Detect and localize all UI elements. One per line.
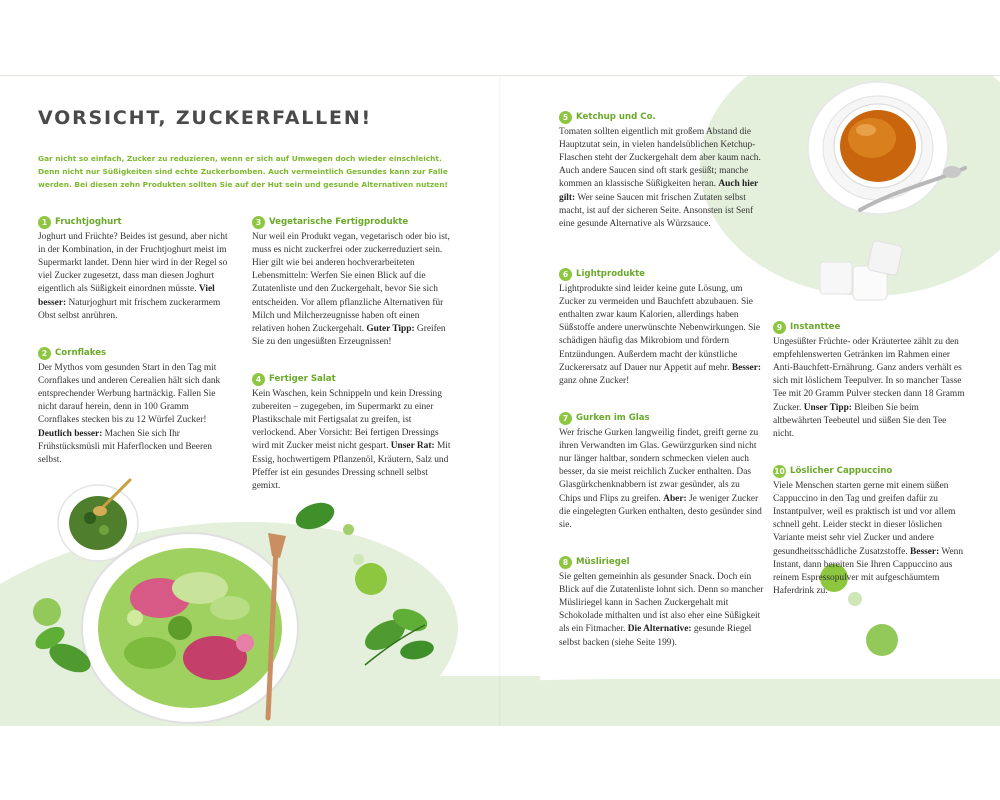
item-title: Müsliriegel [576,557,630,567]
item-text: Kein Waschen, kein Schnippeln und kein Dressing zubereiten – zugegeben, im Supermarkt zu einer Plastikschale mit Fertigsalat zu greifen, ist verlockend. Aber Vorsicht: Bei fertigen Dressings wird mit Zucker meist nicht gespart. [252,389,442,452]
item-9 [773,321,965,441]
salad-illustration [40,478,350,728]
item-tail: Bleiben Sie beim altbewährten Teebeutel und süßen Sie den Tee nicht. [773,402,947,439]
item-title: Vegetarische Fertigprodukte [269,217,409,227]
item-bold: Viel besser: [38,284,215,308]
item-bold: Aber: [663,493,687,504]
item-6 [559,268,764,388]
item-1 [38,216,228,323]
item-tail: ganz ohne Zucker! [559,375,630,386]
item-number: 7 [559,412,572,425]
item-tail: Wer seine Saucen mit frischen Zutaten selbst macht, ist auf der sicheren Seite. Ansonsten ist Senf eine gesunde Alternative als Würzsauce. [559,192,754,229]
item-title: Instanttee [790,322,841,332]
item-title: Fruchtjoghurt [55,217,122,227]
item-title: Lightprodukte [576,269,646,279]
item-8 [559,556,764,650]
item-number: 2 [38,347,51,360]
item-text: Tomaten sollten eigentlich mit großem Abstand die Hauptzutat sein, in vielen handelsüblichen Ketchup-Flaschen steht der Zuckergehalt dem aber kaum nach. Auch andere Saucen sind oft stark gesüßt; manche kommen an klassische Süßigkeiten heran. [559,127,761,190]
item-tail: Naturjoghurt mit frischem zuckerarmem Obst selbst anrühren. [38,297,221,321]
item-text: Ungesüßter Früchte- oder Kräutertee zählt zu den empfehlenswerten Getränken im Rahmen einer Anti-Bauchfett-Ernährung. Ganz anders verhält es sich mit löslichem Teepulver. In so mancher Tasse Tee mit 20 Gramm Pulver stecken dann 18 Gramm Zucker. [773,337,965,413]
item-bold: Guter Tipp: [366,323,415,334]
item-text: Nur weil ein Produkt vegan, vegetarisch oder bio ist, muss es nicht zuckerfrei oder zuckerreduziert sein. Hier gilt wie bei anderen hochverarbeiteten Lebensmitteln: Werfen Sie einen Blick auf die Zutatenliste und den Zuckergehalt, bevor Sie sich entscheiden. Vor allem pflanzliche Alternativen für Milch und Milcherzeugnisse haben oft einen relativen hohen Zuckergehalt. [252,232,450,334]
item-bold: Deutlich besser: [38,428,103,439]
item-text: Der Mythos vom gesunden Start in den Tag mit Cornflakes und anderen Cerealien hält sich dank entsprechender Werbung hartnäckig. Fallen Sie nicht darauf herein, denn in 100 Gramm Cornflakes stecken bis zu 12 Würfel Zucker! [38,363,221,426]
item-tail: gesunde Riegel selbst backen (siehe Seite 199). [559,624,752,648]
item-number: 8 [559,556,572,569]
item-tail: Je weniger Zucker die eingelegten Gurken enthalten, desto gesünder sind sie. [559,493,762,530]
page-title: VORSICHT, ZUCKERFALLEN! [38,107,372,129]
item-number: 4 [252,373,265,386]
item-bold: Auch hier gilt: [559,179,759,203]
item-text: Viele Menschen starten gerne mit einem süßen Cappuccino in den Tag und greifen dafür zu Instantpulver, weil es praktisch ist und vor allem schnell geht. Leider steckt in dieser löslichen Variante meist sehr viel Zucker und andere gesundheitsschädliche Zusatzstoffe. [773,481,956,557]
item-10 [773,465,965,598]
item-number: 6 [559,268,572,281]
tea-cup-illustration [800,80,970,230]
sugar-cubes-illustration [815,240,910,305]
item-number: 9 [773,321,786,334]
item-title: Ketchup und Co. [576,112,656,122]
intro-text: Gar nicht so einfach, Zucker zu reduzieren, wenn er sich auf Umwegen doch wieder einschleicht. Denn nicht nur Süßigkeiten sind echte Zuckerbomben. Auch vermeintlich Gesundes kann zur Falle werden. Bei diesen zehn Produkten sollten Sie auf der Hut sein und gesunde Alternativen nutzen! [38,154,448,190]
item-5 [559,111,764,231]
item-number: 3 [252,216,265,229]
item-3 [252,216,452,349]
item-tail: Mit Essig, hochwertigem Pflanzenöl, Kräutern, Salz und Pfeffer ist ein gesundes Dressing schnell selbst gemixt. [252,441,451,491]
herb-leaves-illustration [355,595,445,675]
item-title: Gurken im Glas [576,413,650,423]
item-bold: Die Alternative: [627,624,692,635]
item-bold: Unser Rat: [390,441,435,452]
item-7 [559,412,764,532]
item-title: Löslicher Cappuccino [790,466,893,476]
item-number: 1 [38,216,51,229]
item-bold: Besser: [910,546,940,557]
item-title: Cornflakes [55,348,107,358]
item-tail: Machen Sie sich Ihr Frühstücksmüsli mit Haferflocken und Beeren selbst. [38,428,212,465]
item-text: Wer frische Gurken langweilig findet, greift gerne zu ihren Verwandten im Glas. Gewürzgurken sind nicht nur länger haltbar, sondern schmecken vielen auch besser, da sie meist reichlich Zucker enthalten. Das Glasgürkchenknabbern ist zwar gesünder, als zu Chips und Flips zu greifen. [559,428,759,504]
item-4 [252,373,452,493]
item-text: Sie gelten gemeinhin als gesunder Snack. Doch ein Blick auf die Zutatenliste lohnt sich. Denn so mancher Müsliriegel kann in Sachen Zuckergehalt mit Schokolade mithalten und ist also eher eine Süßigkeit als ein Fitmacher. [559,572,764,635]
item-bold: Unser Tipp: [803,402,852,413]
item-title: Fertiger Salat [269,374,336,384]
item-number: 10 [774,467,785,477]
green-dot [866,624,898,656]
green-band-right [350,679,1000,726]
item-tail: Greifen Sie zu den ungesüßten Erzeugnissen! [252,323,446,347]
item-bold: Besser: [731,362,761,373]
item-text: Lightprodukte sind leider keine gute Lösung, um Zucker zu vermeiden und Bauchfett abzubauen. Sie enthalten zwar kaum Kalorien, allerdings haben Süßstoffe andere unerwünschte Nebenwirkungen. Sie schädigen häufig das Mikrobiom und fördern Entzündungen. Außerdem macht der künstliche Zuckerersatz auf Dauer nur Appetit auf mehr. [559,284,761,373]
green-dot [353,554,364,565]
item-text: Joghurt und Früchte? Beides ist gesund, aber nicht in der Kombination, in der Fruchtjoghurt meist im Supermarkt landet. Denn hier wird in der Regel so viel Zucker zugesetzt, dass man diesen Joghurt eigentlich als Süßigkeit einordnen müsste. [38,232,228,295]
item-2 [38,347,228,467]
item-tail: Wenn Instant, dann bereiten Sie Ihren Cappuccino aus reinem Espressopulver mit aufgeschäumtem Haferdrink zu. [773,546,964,596]
page-gutter [499,76,501,726]
item-number: 5 [559,111,572,124]
green-dot [355,563,387,595]
